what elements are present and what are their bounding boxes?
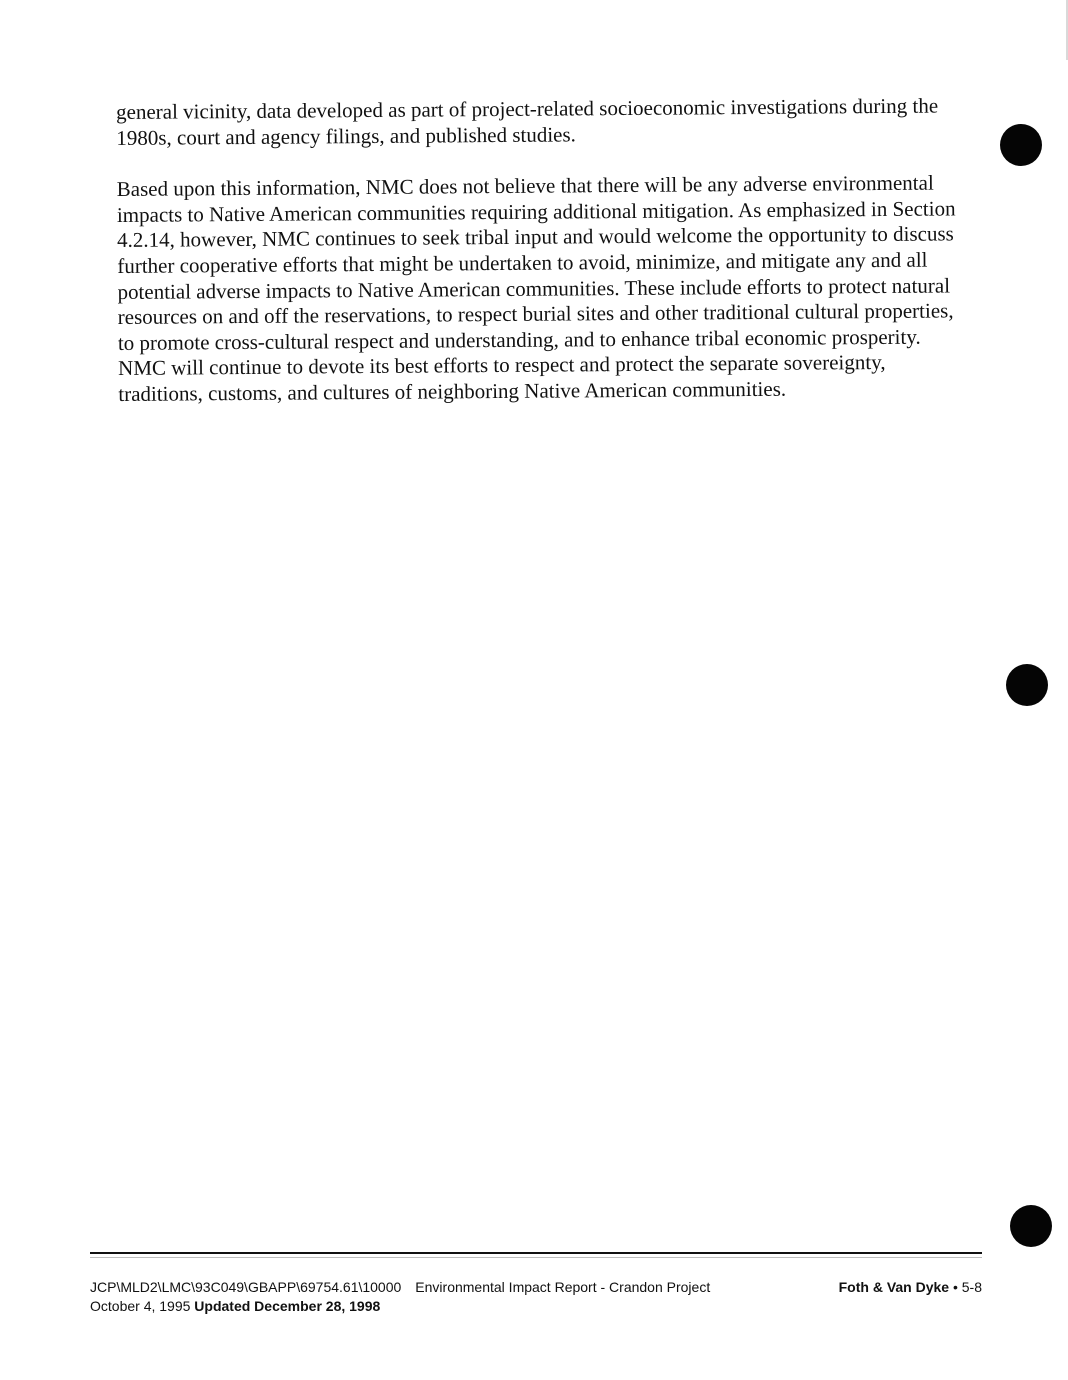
paragraph-1: general vicinity, data developed as part of project-related socioeconomic investigations during the 1980s, court and agency filings, and published studies. xyxy=(116,93,939,150)
punch-hole-middle xyxy=(1006,664,1048,706)
footer-file-path: JCP\MLD2\LMC\93C049\GBAPP\69754.61\10000 xyxy=(90,1279,402,1295)
punch-hole-top xyxy=(1000,124,1042,166)
footer-bullet: • xyxy=(952,1279,958,1295)
footer-line-2 xyxy=(90,1297,710,1316)
footer-rule xyxy=(90,1252,982,1254)
punch-hole-bottom xyxy=(1010,1205,1052,1247)
footer-rule-faint xyxy=(90,1257,982,1258)
footer-company: Foth & Van Dyke xyxy=(838,1279,950,1295)
footer-page-number: 5-8 xyxy=(961,1279,982,1295)
footer-right xyxy=(839,1278,982,1297)
footer-line-1 xyxy=(90,1278,710,1297)
body-text xyxy=(116,93,959,433)
footer-original-date: October 4, 1995 xyxy=(90,1298,191,1314)
paragraph-2: Based upon this information, NMC does not believe that there will be any adverse environmental impacts to Native American communities requiring additional mitigation. As emphasized in Section 4.2.14, however, NMC continues to seek tribal input and would welcome the opportunity to discuss further cooperative efforts that might be undertaken to avoid, minimize, and mitigate any and all potential adverse impacts to Native American communities. These include efforts to protect natural resources on and off the reservations, to respect burial sites and other traditional cultural properties, to promote cross-cultural respect and understanding, and to enhance tribal economic prosperity. NMC will continue to devote its best efforts to respect and protect the separate sovereignty, traditions, customs, and cultures of neighboring Native American communities. xyxy=(116,170,956,406)
footer-updated-date: Updated December 28, 1998 xyxy=(194,1298,381,1314)
footer-left xyxy=(90,1278,710,1316)
footer-report-title: Environmental Impact Report - Crandon Project xyxy=(415,1279,711,1295)
